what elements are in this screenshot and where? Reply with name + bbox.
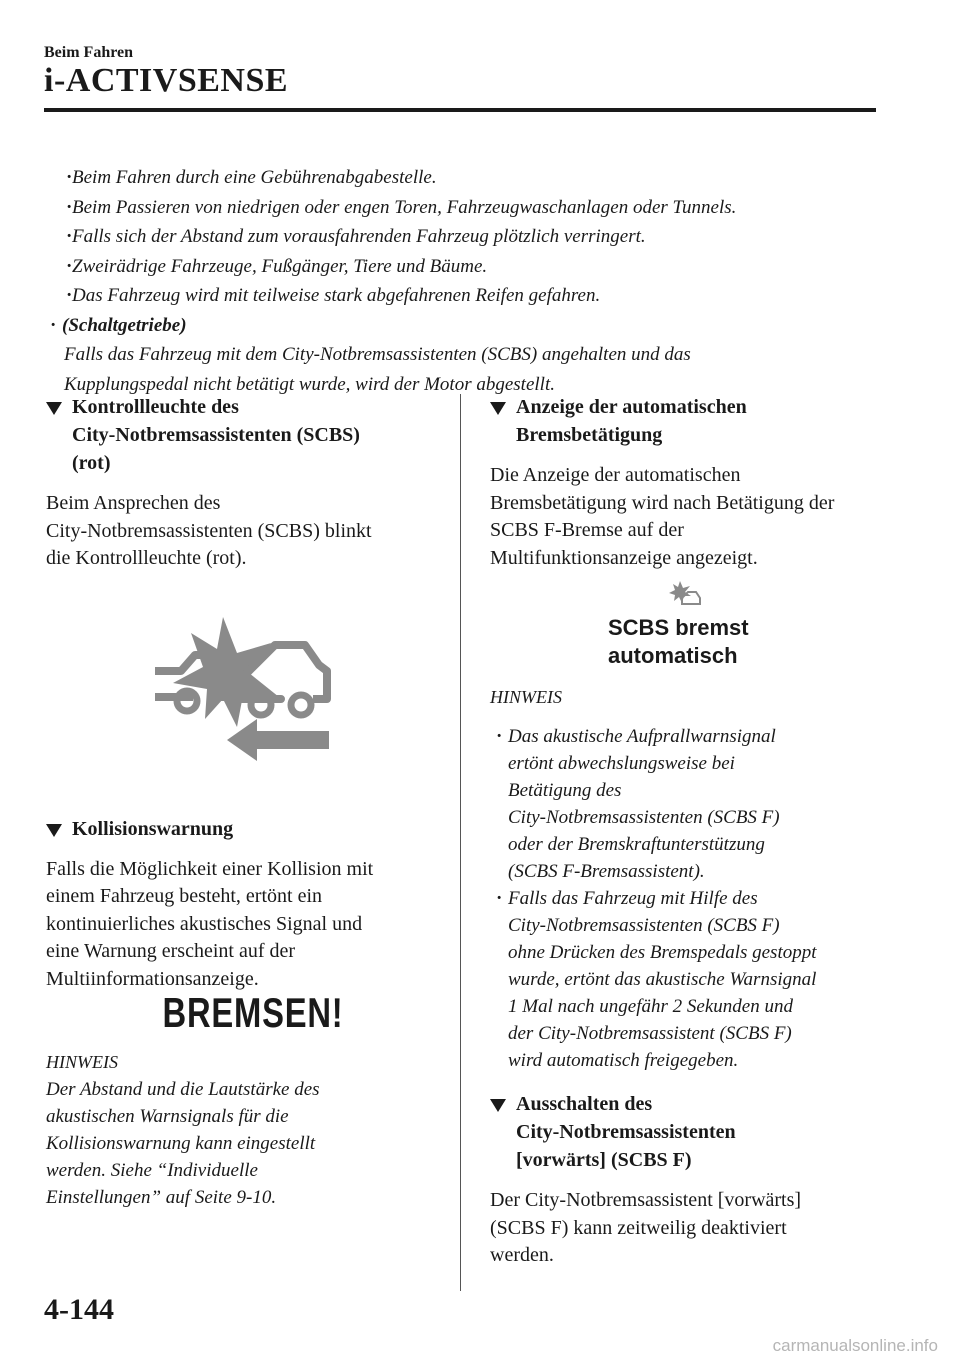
section-label: Beim Fahren (44, 44, 134, 61)
body-line: eine Warnung erscheint auf der (46, 940, 296, 962)
heading-line: Anzeige der automatischen (516, 396, 747, 418)
section-body (490, 1187, 890, 1270)
body-line: City-Notbremsassistenten (SCBS) blinkt (46, 519, 372, 542)
heading-line: Kollisionswarnung (72, 817, 234, 840)
header-rule (44, 108, 876, 112)
note-line: der City-Notbremsassistent (SCBS F) (508, 1023, 792, 1044)
note-line: (SCBS F-Bremsassistent). (508, 861, 705, 882)
section-heading-disable-scbs (490, 1090, 890, 1174)
list-item: · Zweirädrige Fahrzeuge, Fußgänger, Tiere und Bäume. (44, 252, 894, 282)
top-notes (44, 163, 894, 399)
paragraph-line: Falls das Fahrzeug mit dem City-Notbremsassistenten (SCBS) angehalten und das (64, 344, 691, 365)
right-column (490, 393, 890, 1270)
note-line: Betätigung des (508, 780, 622, 801)
body-line: kontinuierliches akustisches Signal und (46, 912, 363, 935)
note-line: ohne Drücken des Bremspedals gestoppt (508, 942, 817, 963)
body-line: Falls die Möglichkeit einer Kollision mit (46, 857, 374, 880)
scbs-brake-icon (666, 580, 702, 608)
heading-line: Kontrollleuchte des (72, 396, 239, 418)
triangle-marker-icon (490, 402, 506, 415)
note-line: wird automatisch freigegeben. (508, 1050, 739, 1071)
list-item: · Das Fahrzeug wird mit teilweise stark abgefahrenen Reifen gefahren. (44, 281, 894, 311)
scbs-warning-light-figure (46, 615, 446, 815)
body-line: Multiinformationsanzeige. (46, 967, 259, 990)
heading-line: City-Notbremsassistenten (SCBS) (72, 424, 360, 446)
list-item-manual-transmission: · (Schaltgetriebe) (44, 311, 894, 341)
body-line: Beim Ansprechen des (46, 492, 221, 514)
section-body (46, 490, 446, 573)
body-line: Multifunktionsanzeige angezeigt. (490, 546, 758, 569)
triangle-marker-icon (46, 402, 62, 415)
note-line: · Falls das Fahrzeug mit Hilfe des (490, 885, 890, 912)
body-line: Bremsbetätigung wird nach Betätigung der (490, 491, 835, 514)
section-heading-collision-warning (46, 815, 446, 843)
body-line: einem Fahrzeug besteht, ertönt ein (46, 885, 323, 907)
page-title: i-ACTIVSENSE (44, 62, 289, 99)
indicator-line: automatisch (608, 643, 738, 668)
note-block (490, 684, 890, 1074)
body-line: die Kontrollleuchte (rot). (46, 547, 247, 569)
auto-brake-indicator-text (490, 614, 890, 670)
triangle-marker-icon (46, 824, 62, 837)
triangle-marker-icon (490, 1099, 506, 1112)
heading-line: [vorwärts] (SCBS F) (516, 1149, 692, 1171)
note-line: City-Notbremsassistenten (SCBS F) (508, 807, 780, 828)
note-line: werden. Siehe “Individuelle (46, 1160, 258, 1181)
heading-line: City-Notbremsassistenten (516, 1121, 736, 1143)
note-line: City-Notbremsassistenten (SCBS F) (508, 915, 780, 936)
note-line: ertönt abwechslungsweise bei (508, 753, 735, 774)
heading-line: Bremsbetätigung (516, 424, 663, 446)
body-line: Die Anzeige der automatischen (490, 464, 741, 486)
note-line: wurde, ertönt das akustische Warnsignal (508, 969, 817, 990)
note-block (46, 1049, 446, 1211)
section-body (46, 856, 446, 994)
indicator-line: SCBS bremst (608, 615, 749, 640)
column-divider (460, 394, 461, 1291)
page-number: 4-144 (44, 1293, 114, 1326)
note-item (490, 723, 890, 885)
note-line: Einstellungen” auf Seite 9-10. (46, 1187, 277, 1208)
note-line: Kollisionswarnung kann eingestellt (46, 1133, 316, 1154)
heading-line: Ausschalten des (516, 1093, 653, 1115)
note-line: Der Abstand und die Lautstärke des (46, 1079, 320, 1100)
list-item: · Falls sich der Abstand zum vorausfahrenden Fahrzeug plötzlich verringert. (44, 222, 894, 252)
section-heading-scbs-warning-light (46, 393, 446, 477)
section-body (490, 462, 890, 572)
note-label: HINWEIS (46, 1052, 118, 1072)
note-line: akustischen Warnsignals für die (46, 1106, 289, 1127)
note-line: oder der Bremskraftunterstützung (508, 834, 765, 855)
list-item: · Beim Passieren von niedrigen oder engen Toren, Fahrzeugwaschanlagen oder Tunnels. (44, 193, 894, 223)
body-line: SCBS F-Bremse auf der (490, 519, 684, 541)
body-line: Der City-Notbremsassistent [vorwärts] (490, 1189, 802, 1211)
body-line: werden. (490, 1244, 554, 1266)
auto-brake-indicator-figure (490, 580, 890, 608)
watermark: carmanualsonline.info (772, 1336, 938, 1355)
note-line: · Das akustische Aufprallwarnsignal (490, 723, 890, 750)
list-item: · Beim Fahren durch eine Gebührenabgabestelle. (44, 163, 894, 193)
note-item (490, 885, 890, 1074)
body-line: (SCBS F) kann zeitweilig deaktiviert (490, 1216, 787, 1239)
scbs-collision-warning-icon (151, 615, 331, 765)
left-column (46, 393, 446, 1211)
section-heading-auto-brake-indicator (490, 393, 890, 449)
heading-line: (rot) (72, 452, 111, 474)
paragraph-line: Kupplungspedal nicht betätigt wurde, wird der Motor abgestellt. (64, 373, 555, 395)
bremsen-display-message: BREMSEN! (162, 989, 344, 1036)
note-line: 1 Mal nach ungefähr 2 Sekunden und (508, 996, 793, 1017)
note-label: HINWEIS (490, 687, 562, 707)
